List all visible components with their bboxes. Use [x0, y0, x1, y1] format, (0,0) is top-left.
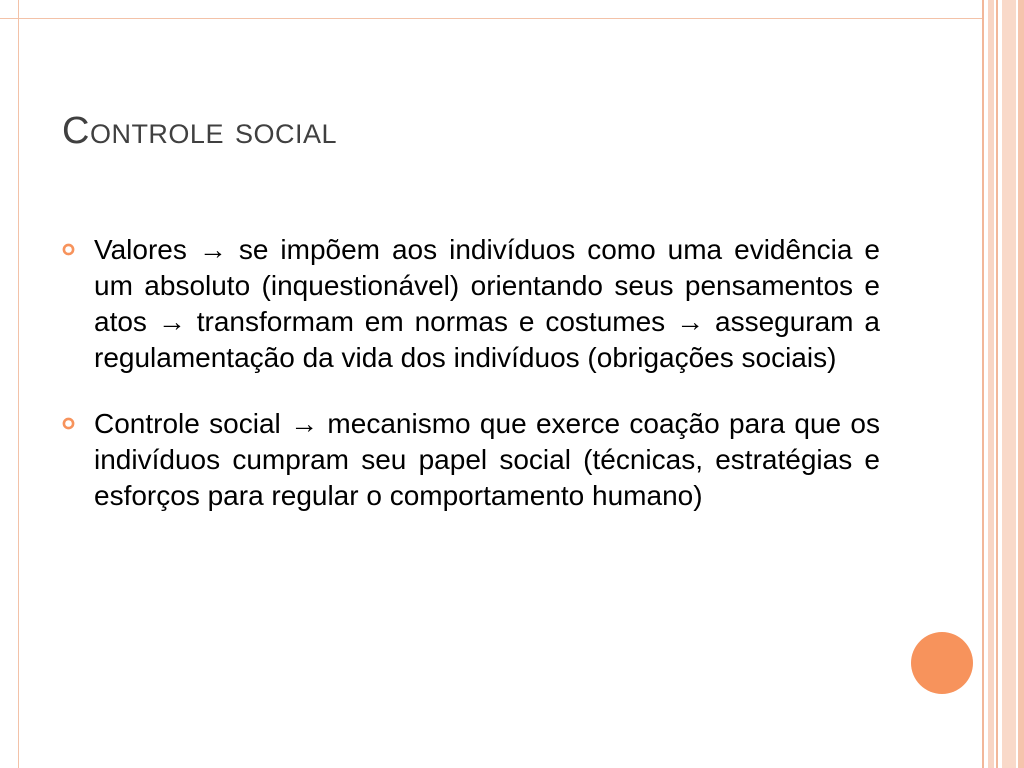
decor-band [996, 0, 998, 768]
decor-circle [911, 632, 973, 694]
decor-band [1018, 0, 1024, 768]
frame-left-border [18, 0, 19, 768]
bullet-text: Controle social → mecanismo que exerce coação para que os indivíduos cumpram seu papel social (técnicas, estratégias e esforços para regular o comportamento humano) [94, 408, 880, 511]
bullet-item [62, 232, 880, 376]
bullet-item [62, 406, 880, 514]
decor-band [1002, 0, 1016, 768]
frame-top-border [0, 18, 982, 19]
bullet-text: Valores → se impõem aos indivíduos como uma evidência e um absoluto (inquestionável) orientando seus pensamentos e atos → transformam em normas e costumes → asseguram a regulamentação da vida dos indivíduos (obrigações sociais) [94, 234, 880, 373]
slide-title: Controle social [62, 110, 338, 152]
ring-bullet-icon [62, 243, 75, 256]
decor-band [988, 0, 994, 768]
decor-band [982, 0, 984, 768]
bullet-list [62, 232, 880, 544]
ring-bullet-icon [62, 417, 75, 430]
